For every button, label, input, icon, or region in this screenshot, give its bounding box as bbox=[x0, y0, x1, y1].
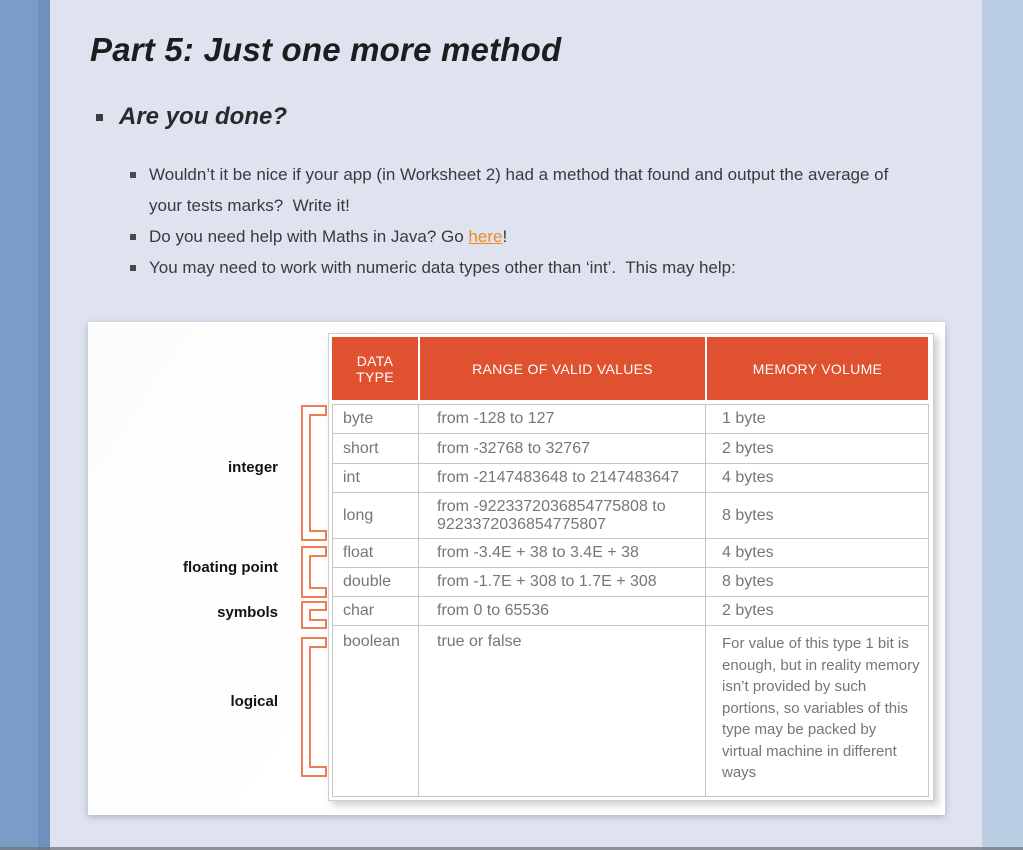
cell-type: long bbox=[333, 493, 419, 539]
bracket-icon bbox=[301, 405, 327, 541]
cell-memory: 4 bytes bbox=[706, 539, 929, 568]
cell-type: char bbox=[333, 597, 419, 626]
table-header-row bbox=[332, 337, 930, 400]
link-post-text: ! bbox=[502, 227, 508, 246]
cell-memory: 2 bytes bbox=[706, 434, 929, 464]
section-heading: Are you done? bbox=[119, 103, 288, 130]
group-label-floating-point: floating point bbox=[183, 559, 278, 576]
column-header-range: RANGE OF VALID VALUES bbox=[420, 337, 705, 400]
cell-type: byte bbox=[333, 405, 419, 434]
table-row-long bbox=[333, 493, 929, 539]
cell-range: from -9223372036854775808 to 9223372036854775807 bbox=[419, 493, 706, 539]
bullet-square-icon bbox=[96, 114, 103, 121]
list-item bbox=[130, 159, 920, 221]
table-row-boolean bbox=[333, 626, 929, 797]
cell-memory: 4 bytes bbox=[706, 464, 929, 493]
bullet-text bbox=[149, 227, 507, 246]
page-title: Part 5: Just one more method bbox=[90, 31, 562, 68]
cell-type: double bbox=[333, 568, 419, 597]
column-header-data-type: DATA TYPE bbox=[332, 337, 418, 400]
left-strip bbox=[0, 0, 50, 850]
cell-range: from -2147483648 to 2147483647 bbox=[419, 464, 706, 493]
cell-type: float bbox=[333, 539, 419, 568]
cell-memory: 2 bytes bbox=[706, 597, 929, 626]
cell-range: from -32768 to 32767 bbox=[419, 434, 706, 464]
bullet-square-icon bbox=[130, 172, 136, 178]
cell-range: from 0 to 65536 bbox=[419, 597, 706, 626]
cell-type: short bbox=[333, 434, 419, 464]
bullet-square-icon bbox=[130, 265, 136, 271]
link-pre-text: Do you need help with Maths in Java? Go bbox=[149, 227, 469, 246]
group-label-integer: integer bbox=[227, 459, 278, 476]
group-label-symbols: symbols bbox=[217, 604, 278, 621]
bracket-icon bbox=[301, 601, 327, 629]
cell-range: from -1.7E + 308 to 1.7E + 308 bbox=[419, 568, 706, 597]
table-row-int bbox=[333, 464, 929, 493]
group-label-logical: logical bbox=[230, 693, 278, 710]
column-header-memory: MEMORY VOLUME bbox=[707, 337, 928, 400]
data-types-figure bbox=[88, 322, 945, 815]
here-link[interactable]: here bbox=[468, 227, 503, 246]
cell-memory: For value of this type 1 bit is enough, but in reality memory isn’t provided by such portions, so variables of this type may be packed by virtual machine in different ways bbox=[706, 626, 929, 797]
cell-range: from -128 to 127 bbox=[419, 405, 706, 434]
data-types-table bbox=[328, 333, 934, 801]
cell-memory: 1 byte bbox=[706, 405, 929, 434]
bullet-text: You may need to work with numeric data types other than ‘int’. This may help: bbox=[149, 258, 736, 277]
right-strip bbox=[982, 0, 1023, 850]
cell-memory: 8 bytes bbox=[706, 493, 929, 539]
bracket-icon bbox=[301, 637, 327, 777]
list-item bbox=[130, 252, 920, 283]
table-body bbox=[332, 404, 929, 797]
table-row-float bbox=[333, 539, 929, 568]
bullet-list bbox=[130, 159, 920, 283]
table-row-short bbox=[333, 434, 929, 464]
table-row-byte bbox=[333, 405, 929, 434]
cell-type: boolean bbox=[333, 626, 419, 797]
cell-range: true or false bbox=[419, 626, 706, 797]
bullet-text: Wouldn’t it be nice if your app (in Worksheet 2) had a method that found and output the average of your tests marks? Write it! bbox=[149, 165, 894, 215]
cell-type: int bbox=[333, 464, 419, 493]
cell-memory: 8 bytes bbox=[706, 568, 929, 597]
bracket-icon bbox=[301, 546, 327, 598]
table-row-char bbox=[333, 597, 929, 626]
bullet-square-icon bbox=[130, 234, 136, 240]
list-item bbox=[130, 221, 920, 252]
section-heading-row bbox=[96, 100, 287, 134]
cell-range: from -3.4E + 38 to 3.4E + 38 bbox=[419, 539, 706, 568]
table-row-double bbox=[333, 568, 929, 597]
